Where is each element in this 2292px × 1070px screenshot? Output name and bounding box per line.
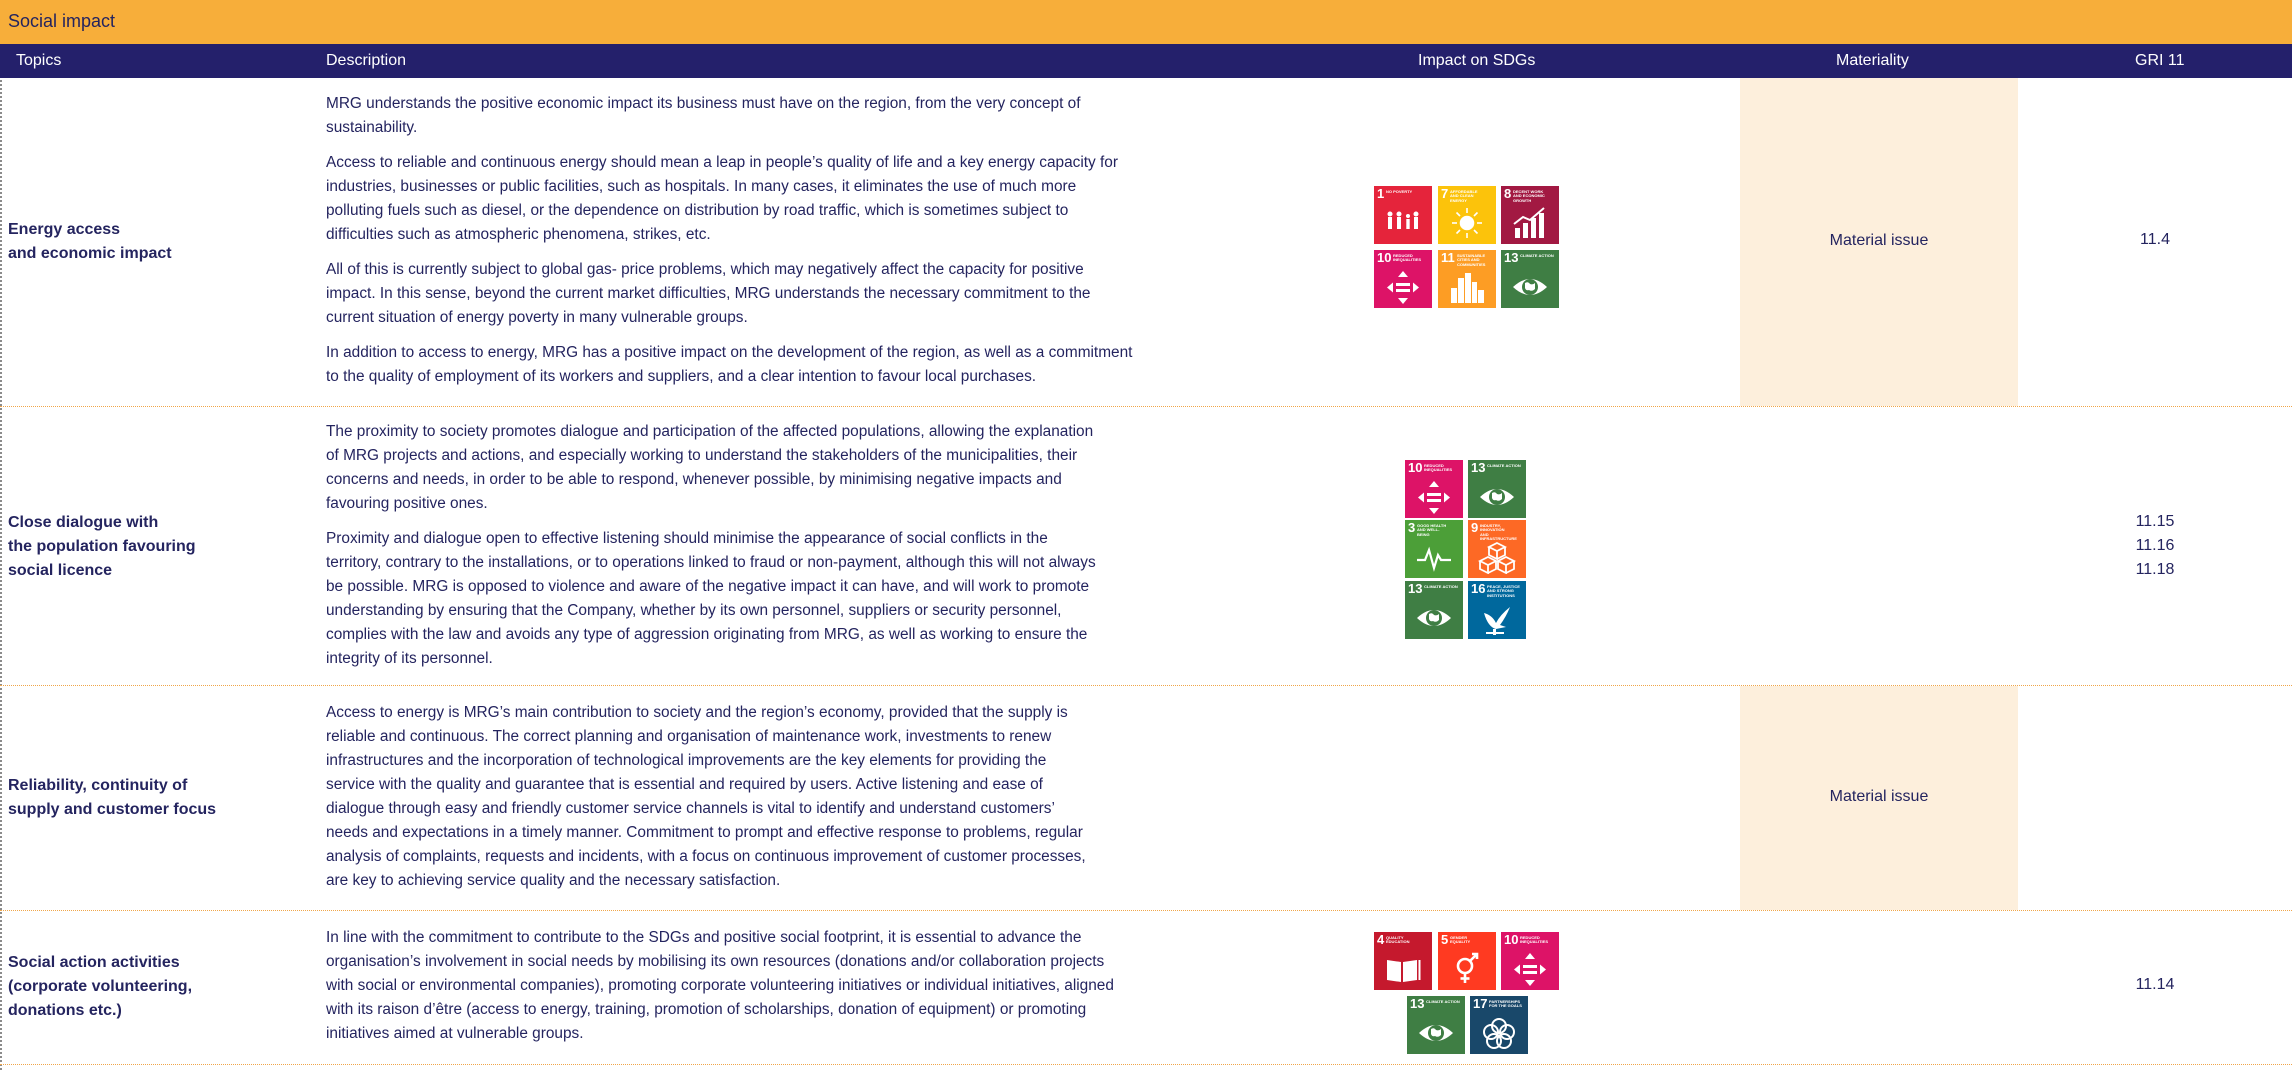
table-row (0, 911, 2292, 1065)
sdg-label: CLIMATE ACTION (1426, 999, 1460, 1004)
table-row (0, 686, 2292, 911)
city-icon (1448, 270, 1486, 304)
sdg-13-icon (1468, 460, 1526, 518)
row-topic (8, 218, 172, 266)
gri-code: 11.18 (2135, 561, 2175, 578)
gri-code: 11.16 (2135, 537, 2175, 554)
row-description (326, 701, 1096, 904)
sdg-13-icon (1407, 996, 1465, 1054)
sdg-10-icon (1374, 250, 1432, 308)
sdg-label: DECENT WORK AND ECONOMIC GROWTH (1513, 189, 1545, 203)
sdg-3-icon (1405, 520, 1463, 578)
description-paragraph: In line with the commitment to contribute to the SDGs and positive social footprint, it is essential to advance the organisation’s involvement in social needs by mobilising its own resources (donations and/or collaboration projects with social or environmental companies), promoting corporate volunteering initiatives or individual initiatives, aligned with its raison d’être (access to energy, training, promotion of scholarships, donation of equipment) or promoting initiatives aimed at vulnerable groups. (326, 929, 1114, 1042)
book-icon (1384, 952, 1422, 986)
sdg-13-icon (1501, 250, 1559, 308)
row-description (326, 926, 1116, 1057)
materiality-value: Material issue (1829, 788, 1929, 805)
gri-value (2018, 973, 2292, 997)
topic-line: Social action activities (8, 954, 180, 971)
eye-globe-icon (1417, 1016, 1455, 1050)
equality-arrows-icon (1415, 480, 1453, 514)
sdg-label: QUALITY EDUCATION (1386, 935, 1410, 945)
sdg-label: CLIMATE ACTION (1487, 463, 1521, 468)
sdg-number: 4 (1377, 932, 1385, 947)
topic-line: donations etc.) (8, 1002, 122, 1019)
sdg-number: 17 (1473, 996, 1488, 1011)
cubes-icon (1478, 540, 1516, 574)
sdg-17-icon (1470, 996, 1528, 1054)
header-gri: GRI 11 (2135, 52, 2185, 69)
sdg-13-icon (1405, 581, 1463, 639)
sdg-label: CLIMATE ACTION (1424, 584, 1458, 589)
dove-icon (1478, 601, 1516, 635)
table-header (0, 44, 2292, 78)
eye-globe-icon (1511, 270, 1549, 304)
gri-code: 11.14 (2135, 976, 2175, 993)
header-topics: Topics (16, 52, 62, 69)
title-bar (0, 0, 2292, 44)
description-paragraph: Access to reliable and continuous energy should mean a leap in people’s quality of life and a key energy capacity for industries, businesses or public facilities, such as hospitals. In many cases, it eliminates the use of much more polluting fuels such as diesel, or the dependence on distribution by road traffic, which is sometimes subject to difficulties such as atmospheric phenomena, strikes, etc. (326, 154, 1118, 243)
sdg-number: 10 (1377, 250, 1392, 265)
sdg-10-icon (1501, 932, 1559, 990)
sdg-label: REDUCED INEQUALITIES (1424, 463, 1453, 473)
header-description: Description (326, 52, 407, 69)
sdg-10-icon (1405, 460, 1463, 518)
sdg-number: 13 (1408, 581, 1423, 596)
header-impact-sdgs: Impact on SDGs (1418, 52, 1536, 69)
gri-code: 11.4 (2140, 231, 2170, 248)
row-description (326, 420, 1106, 682)
sdg-number: 13 (1410, 996, 1425, 1011)
row-description (326, 92, 1136, 400)
topic-line: Energy access (8, 221, 121, 238)
partnership-icon (1480, 1016, 1518, 1050)
sun-icon (1448, 206, 1486, 240)
sdg-number: 10 (1504, 932, 1519, 947)
gri-value (2018, 510, 2292, 582)
row-topic (8, 951, 192, 1023)
gri-code: 11.15 (2135, 513, 2175, 530)
page-title: Social impact (8, 11, 116, 31)
topic-line: (corporate volunteering, (8, 978, 193, 995)
topic-line: Reliability, continuity of (8, 777, 188, 794)
gender-icon (1448, 952, 1486, 986)
description-paragraph: The proximity to society promotes dialogue and participation of the affected populations, allowing the explanation of MRG projects and actions, and especially working to understand the stakeholders of the municipalities, their concerns and needs, in order to be able to respond, whenever possible, by minimising negative impacts and favouring positive ones. (326, 423, 1094, 512)
sdg-number: 8 (1504, 186, 1512, 201)
sdg-label: AFFORDABLE AND CLEAN ENERGY (1450, 189, 1478, 203)
header-materiality: Materiality (1836, 52, 1909, 69)
sdg-label: GOOD HEALTH AND WELL-BEING (1417, 523, 1447, 537)
sdg-number: 5 (1441, 932, 1449, 947)
sdg-16-icon (1468, 581, 1526, 639)
growth-chart-icon (1511, 206, 1549, 240)
sdg-label: GENDER EQUALITY (1450, 935, 1471, 945)
description-paragraph: Access to energy is MRG’s main contribution to society and the region’s economy, provided that the supply is reliable and continuous. The correct planning and organisation of maintenance work, investments to renew infrastructures and the incorporation of technological improvements are the key elements for providing the service with the quality and guarantee that is essential and required by users. Active listening and ease of dialogue through easy and friendly customer service channels is vital to identify and understand customers’ needs and expectations in a timely manner. Commitment to prompt and effective response to problems, regular analysis of complaints, requests and incidents, with a focus on continuous improvement of customer processes, are key to achieving service quality and the necessary satisfaction. (326, 704, 1086, 889)
sdg-number: 13 (1471, 460, 1486, 475)
sdg-number: 9 (1471, 520, 1479, 535)
sdg-label: PARTNERSHIPS FOR THE GOALS (1489, 999, 1522, 1009)
sdg-1-icon (1374, 186, 1432, 244)
topic-line: supply and customer focus (8, 801, 217, 818)
sdg-label: SUSTAINABLE CITIES AND COMMUNITIES (1457, 253, 1486, 267)
sdg-number: 13 (1504, 250, 1519, 265)
equality-arrows-icon (1384, 270, 1422, 304)
sdg-number: 7 (1441, 186, 1449, 201)
sdg-7-icon (1438, 186, 1496, 244)
sdg-label: INDUSTRY, INNOVATION AND INFRASTRUCTURE (1480, 523, 1517, 542)
sdg-9-icon (1468, 520, 1526, 578)
sdg-4-icon (1374, 932, 1432, 990)
sdg-11-icon (1438, 250, 1496, 308)
sdg-label: PEACE, JUSTICE AND STRONG INSTITUTIONS (1487, 584, 1520, 598)
people-icon (1384, 206, 1422, 240)
sdg-number: 1 (1377, 186, 1385, 201)
sdg-number: 10 (1408, 460, 1423, 475)
topic-line: social licence (8, 562, 113, 579)
sdg-label: REDUCED INEQUALITIES (1520, 935, 1549, 945)
description-paragraph: All of this is currently subject to global gas- price problems, which may negatively affect the capacity for positive impact. In this sense, beyond the current market difficulties, MRG understands the necessary commitment to the current situation of energy poverty in many vulnerable groups. (326, 261, 1091, 326)
sdg-number: 3 (1408, 520, 1416, 535)
equality-arrows-icon (1511, 952, 1549, 986)
eye-globe-icon (1478, 480, 1516, 514)
gri-value (2018, 228, 2292, 252)
description-paragraph: Proximity and dialogue open to effective listening should minimise the appearance of social conflicts in the territory, contrary to the installations, or to operations linked to fraud or non-payment, although this will not always be possible. MRG is opposed to violence and aware of the negative impact it can have, and will work to promote understanding by ensuring that the Company, whether by its own personnel, suppliers or security personnel, complies with the law and avoids any type of aggression originating from MRG, as well as working to ensure the integrity of its personnel. (326, 530, 1096, 667)
eye-globe-icon (1415, 601, 1453, 635)
row-topic (8, 774, 216, 822)
description-paragraph: MRG understands the positive economic impact its business must have on the region, from the very concept of sustainability. (326, 95, 1081, 136)
sdg-label: REDUCED INEQUALITIES (1393, 253, 1422, 263)
table-row (0, 407, 2292, 686)
sdg-number: 16 (1471, 581, 1486, 596)
table-row (0, 78, 2292, 407)
topic-line: Close dialogue with (8, 514, 159, 531)
sdg-label: CLIMATE ACTION (1520, 253, 1554, 258)
sdg-5-icon (1438, 932, 1496, 990)
topic-line: the population favouring (8, 538, 196, 555)
sdg-8-icon (1501, 186, 1559, 244)
heartbeat-icon (1415, 540, 1453, 574)
row-topic (8, 511, 196, 583)
sdg-label: NO POVERTY (1386, 189, 1413, 194)
description-paragraph: In addition to access to energy, MRG has a positive impact on the development of the region, as well as a commitment to the quality of employment of its workers and suppliers, and a clear intention to favour local purchases. (326, 344, 1133, 385)
materiality-value: Material issue (1829, 232, 1929, 249)
topic-line: and economic impact (8, 245, 172, 262)
sdg-number: 11 (1441, 250, 1455, 265)
